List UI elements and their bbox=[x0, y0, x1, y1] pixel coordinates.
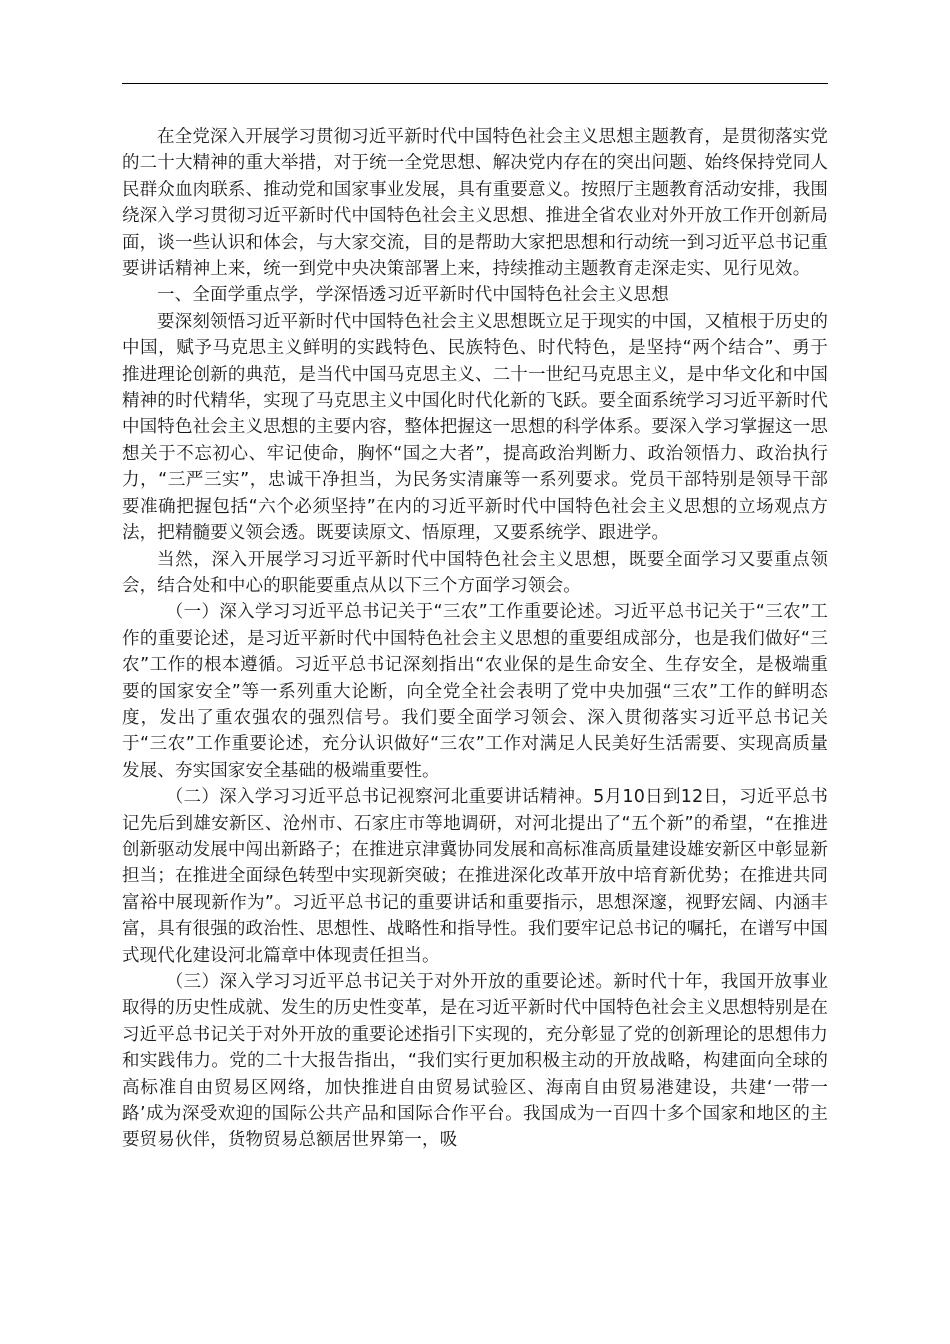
header-rule bbox=[122, 83, 828, 84]
subsection-paragraph-1: （一）深入学习习近平总书记关于“三农”工作重要论述。习近平总书记关于“三农”工作的重要论述，是习近平新时代中国特色社会主义思想的重要组成部分，也是我们做好“三农”工作的根本遵循。习近平总书记深刻指出“农业保的是生命安全、生存安全，是极端重要的国家安全”等一系列重大论断，向全党全社会表明了党中央加强“三农”工作的鲜明态度，发出了重农强农的强烈信号。我们要全面学习领会、深入贯彻落实习近平总书记关于“三农”工作重要论述，充分认识做好“三农”工作对满足人民美好生活需要、实现高质量发展、夯实国家安全基础的极端重要性。 bbox=[122, 602, 828, 781]
document-body bbox=[122, 124, 828, 1154]
intro-paragraph: 在全党深入开展学习贯彻习近平新时代中国特色社会主义思想主题教育，是贯彻落实党的二十大精神的重大举措，对于统一全党思想、解决党内存在的突出问题、始终保持党同人民群众血肉联系、推动党和国家事业发展，具有重要意义。按照厅主题教育活动安排，我围绕深入学习贯彻习近平新时代中国特色社会主义思想、推进全省农业对外开放工作开创新局面，谈一些认识和体会，与大家交流，目的是帮助大家把思想和行动统一到习近平总书记重要讲话精神上来，统一到党中央决策部署上来，持续推动主题教育走深走实、见行见效。 bbox=[122, 127, 828, 280]
subsection-paragraph-2: （二）深入学习习近平总书记视察河北重要讲话精神。5月10日到12日，习近平总书记先后到雄安新区、沧州市、石家庄市等地调研，对河北提出了“五个新”的希望，“在推进创新驱动发展中闯出新路子；在推进京津冀协同发展和高标准高质量建设雄安新区中彰显新担当；在推进全面绿色转型中实现新突破；在推进深化改革开放中培育新优势；在推进共同富裕中展现新作为”。习近平总书记的重要讲话和重要指示，思想深邃，视野宏阔、内涵丰富，具有很强的政治性、思想性、战略性和指导性。我们要牢记总书记的嘱托，在谱写中国式现代化建设河北篇章中体现责任担当。 bbox=[122, 787, 828, 966]
body-paragraph: 当然，深入开展学习习近平新时代中国特色社会主义思想，既要全面学习又要重点领会，结合处和中心的职能要重点从以下三个方面学习领会。 bbox=[122, 549, 828, 596]
section-heading-1: 一、全面学重点学，学深悟透习近平新时代中国特色社会主义思想 bbox=[157, 285, 669, 306]
body-paragraph: 要深刻领悟习近平新时代中国特色社会主义思想既立足于现实的中国，又植根于历史的中国，赋予马克思主义鲜明的实践特色、民族特色、时代特色，是坚持“两个结合”、勇于推进理论创新的典范，是当代中国马克思主义、二十一世纪马克思主义，是中华文化和中国精神的时代精华，实现了马克思主义中国化时代化新的飞跃。要全面系统学习习近平新时代中国特色社会主义思想的主要内容，整体把握这一思想的科学体系。要深入学习掌握这一思想关于不忘初心、牢记使命，胸怀“国之大者”，提高政治判断力、政治领悟力、政治执行力，“三严三实”，忠诚干净担当，为民务实清廉等一系列要求。党员干部特别是领导干部要准确把握包括“六个必须坚持”在内的习近平新时代中国特色社会主义思想的立场观点方法，把精髓要义领会透。既要读原文、悟原理，又要系统学、跟进学。 bbox=[122, 311, 828, 544]
subsection-paragraph-3: （三）深入学习习近平总书记关于对外开放的重要论述。新时代十年，我国开放事业取得的历史性成就、发生的历史性变革，是在习近平新时代中国特色社会主义思想特别是在习近平总书记关于对外开放的重要论述指引下实现的，充分彰显了党的创新理论的思想伟力和实践伟力。党的二十大报告指出，“我们实行更加积极主动的开放战略，构建面向全球的高标准自由贸易区网络，加快推进自由贸易试验区、海南自由贸易港建设，共建‘一带一路’成为深受欢迎的国际公共产品和国际合作平台。我国成为一百四十多个国家和地区的主要贸易伙伴，货物贸易总额居世界第一，吸 bbox=[122, 972, 828, 1151]
